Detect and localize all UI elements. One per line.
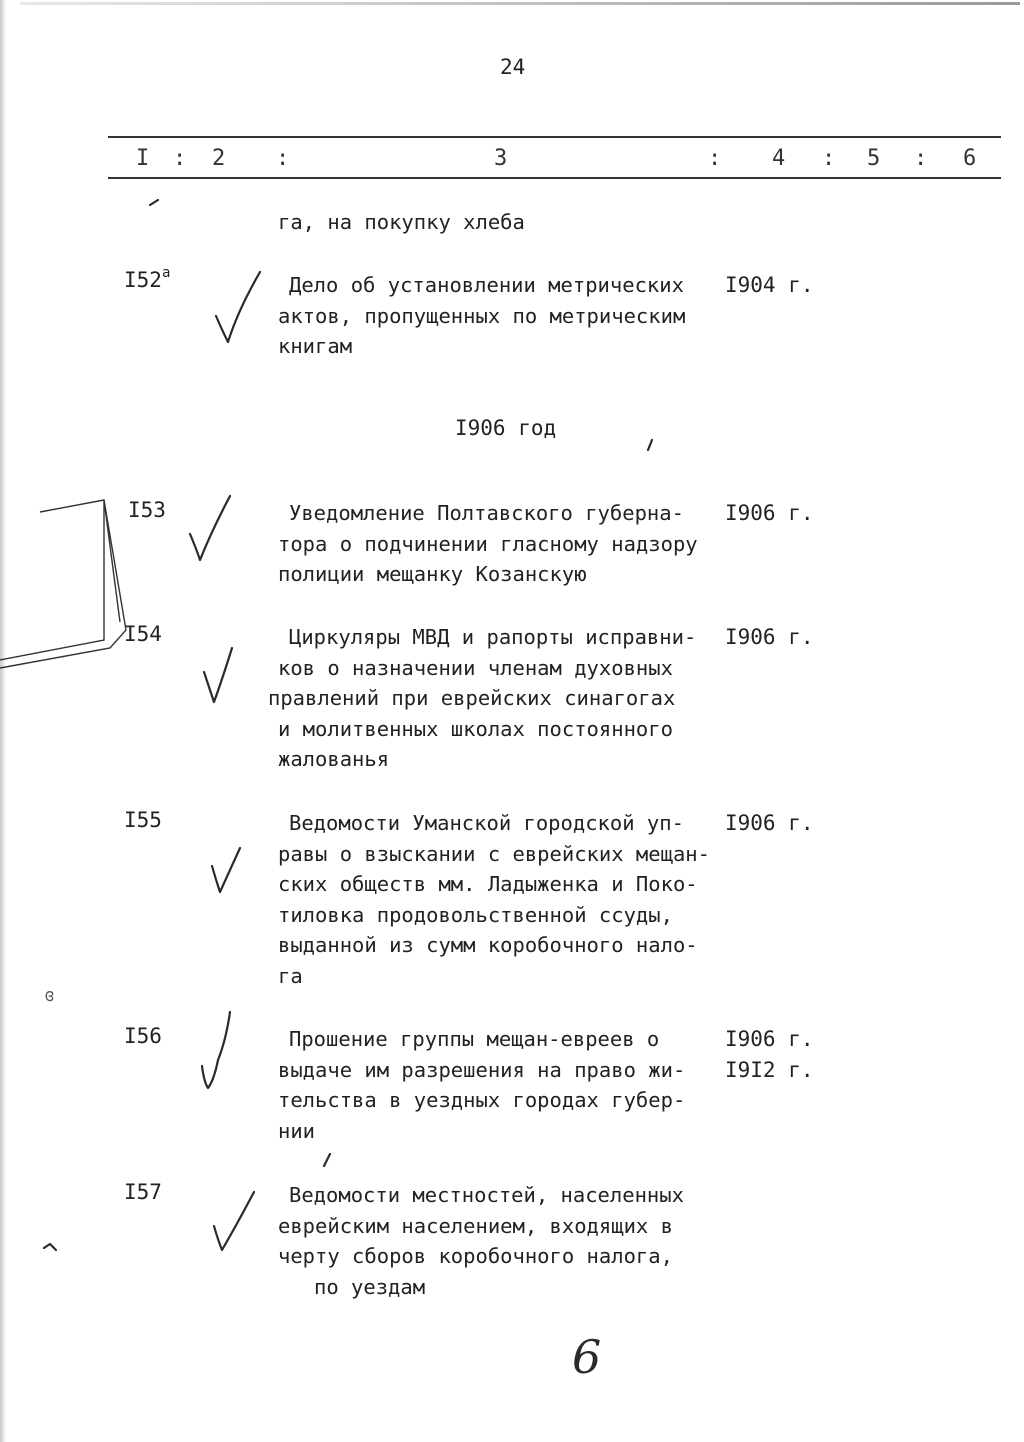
header-col-6: 6 <box>963 146 977 171</box>
entry-line: Дело об установлении метрических <box>289 273 684 297</box>
entry-line: жалованья <box>278 747 390 771</box>
entry-date: I906 г. <box>725 625 814 649</box>
year-heading: I906 год <box>455 416 557 440</box>
entry-line: по уездам <box>314 1274 426 1299</box>
continuation-text: га, на покупку хлеба <box>278 210 525 234</box>
stray-slash <box>324 1154 330 1166</box>
entry-dates <box>725 1024 814 1086</box>
check-tick <box>150 200 158 205</box>
entry-date: I904 г. <box>725 273 814 297</box>
entry-line: Ведомости Уманской городской уп- <box>289 811 684 835</box>
header-col-2: 2 <box>212 146 226 171</box>
entry-number: I53 <box>128 498 166 522</box>
entry-line: ков о назначении членам духовных <box>278 655 673 680</box>
entry-date: I906 г. <box>725 501 814 525</box>
entry-description <box>278 498 738 590</box>
entry-line: книгам <box>278 334 353 358</box>
header-col-5: 5 <box>867 146 881 171</box>
stray-mark: ɞ <box>44 985 55 1006</box>
header-sep: : <box>822 146 836 171</box>
entry-line: и молитвенных школах постоянного <box>278 716 673 741</box>
header-sep: : <box>708 146 722 171</box>
header-col-4: 4 <box>772 146 786 171</box>
entry-line: актов, пропущенных по метрическим <box>278 303 686 328</box>
scan-left-edge <box>0 0 6 1442</box>
checkmark-icon <box>190 496 230 560</box>
entry-number: I57 <box>124 1180 162 1204</box>
entry-date: I9I2 г. <box>725 1058 814 1082</box>
header-sep: : <box>914 146 928 171</box>
entry-line: еврейским населением, входящих в <box>278 1213 673 1238</box>
entry-line: Циркуляры МВД и рапорты исправни- <box>289 625 697 649</box>
checkmark-icon <box>214 1192 254 1250</box>
entry-description <box>278 808 738 991</box>
entry-number-suffix: а <box>161 265 171 281</box>
entry-description <box>268 622 728 775</box>
entry-line: тора о подчинении гласному надзору <box>278 531 698 556</box>
entry-line: тельства в уездных городах губер- <box>278 1088 686 1112</box>
entry-line: черту сборов коробочного налога, <box>278 1244 673 1268</box>
checkmark-icon <box>202 1012 230 1088</box>
entry-line: нии <box>278 1118 316 1143</box>
table-header-top-rule <box>108 136 1001 138</box>
entry-line: Прошение группы мещан-евреев о <box>289 1027 660 1051</box>
checkmark-icon <box>204 648 232 702</box>
entry-number: I56 <box>124 1024 162 1048</box>
table-header-bottom-rule <box>108 177 1001 179</box>
checkmark-icon <box>212 848 240 892</box>
entry-date: I906 г. <box>725 1027 814 1051</box>
header-sep: : <box>276 146 290 171</box>
entry-line: га <box>278 963 303 988</box>
entry-line: Уведомление Полтавского губерна- <box>289 501 684 525</box>
header-col-3: 3 <box>494 146 508 171</box>
page-number: 24 <box>500 55 526 79</box>
header-col-1: I <box>136 146 150 171</box>
attached-note-outline <box>0 500 126 668</box>
entry-number: I54 <box>124 622 162 646</box>
entry-description <box>278 1180 738 1302</box>
entry-line: тиловка продовольственной ссуды, <box>278 902 673 927</box>
entry-number: $I52^а$ <box>124 265 171 292</box>
entry-description <box>278 270 738 362</box>
entry-line: выдаче им разрешения на право жи- <box>278 1057 686 1082</box>
entry-line: ских обществ мм. Ладыженка и Поко- <box>278 872 698 896</box>
entry-description <box>278 1024 738 1146</box>
entry-line: Ведомости местностей, населенных <box>289 1183 684 1207</box>
entry-number: I55 <box>124 808 162 832</box>
entry-line: выданной из сумм коробочного нало- <box>278 933 698 957</box>
entry-line: равы о взыскании с еврейских мещан- <box>278 841 710 866</box>
entry-line: правлений при еврейских синагогах <box>268 686 676 710</box>
header-sep: : <box>173 146 187 171</box>
scan-top-edge <box>20 2 1020 5</box>
entry-line: полиции мещанку Козанскую <box>278 562 587 586</box>
checkmark-icon <box>216 272 260 342</box>
handwritten-sheet-count: 6 <box>572 1330 602 1384</box>
stray-tick <box>44 1244 56 1250</box>
entry-date: I906 г. <box>725 811 814 835</box>
stray-slash <box>648 440 652 450</box>
